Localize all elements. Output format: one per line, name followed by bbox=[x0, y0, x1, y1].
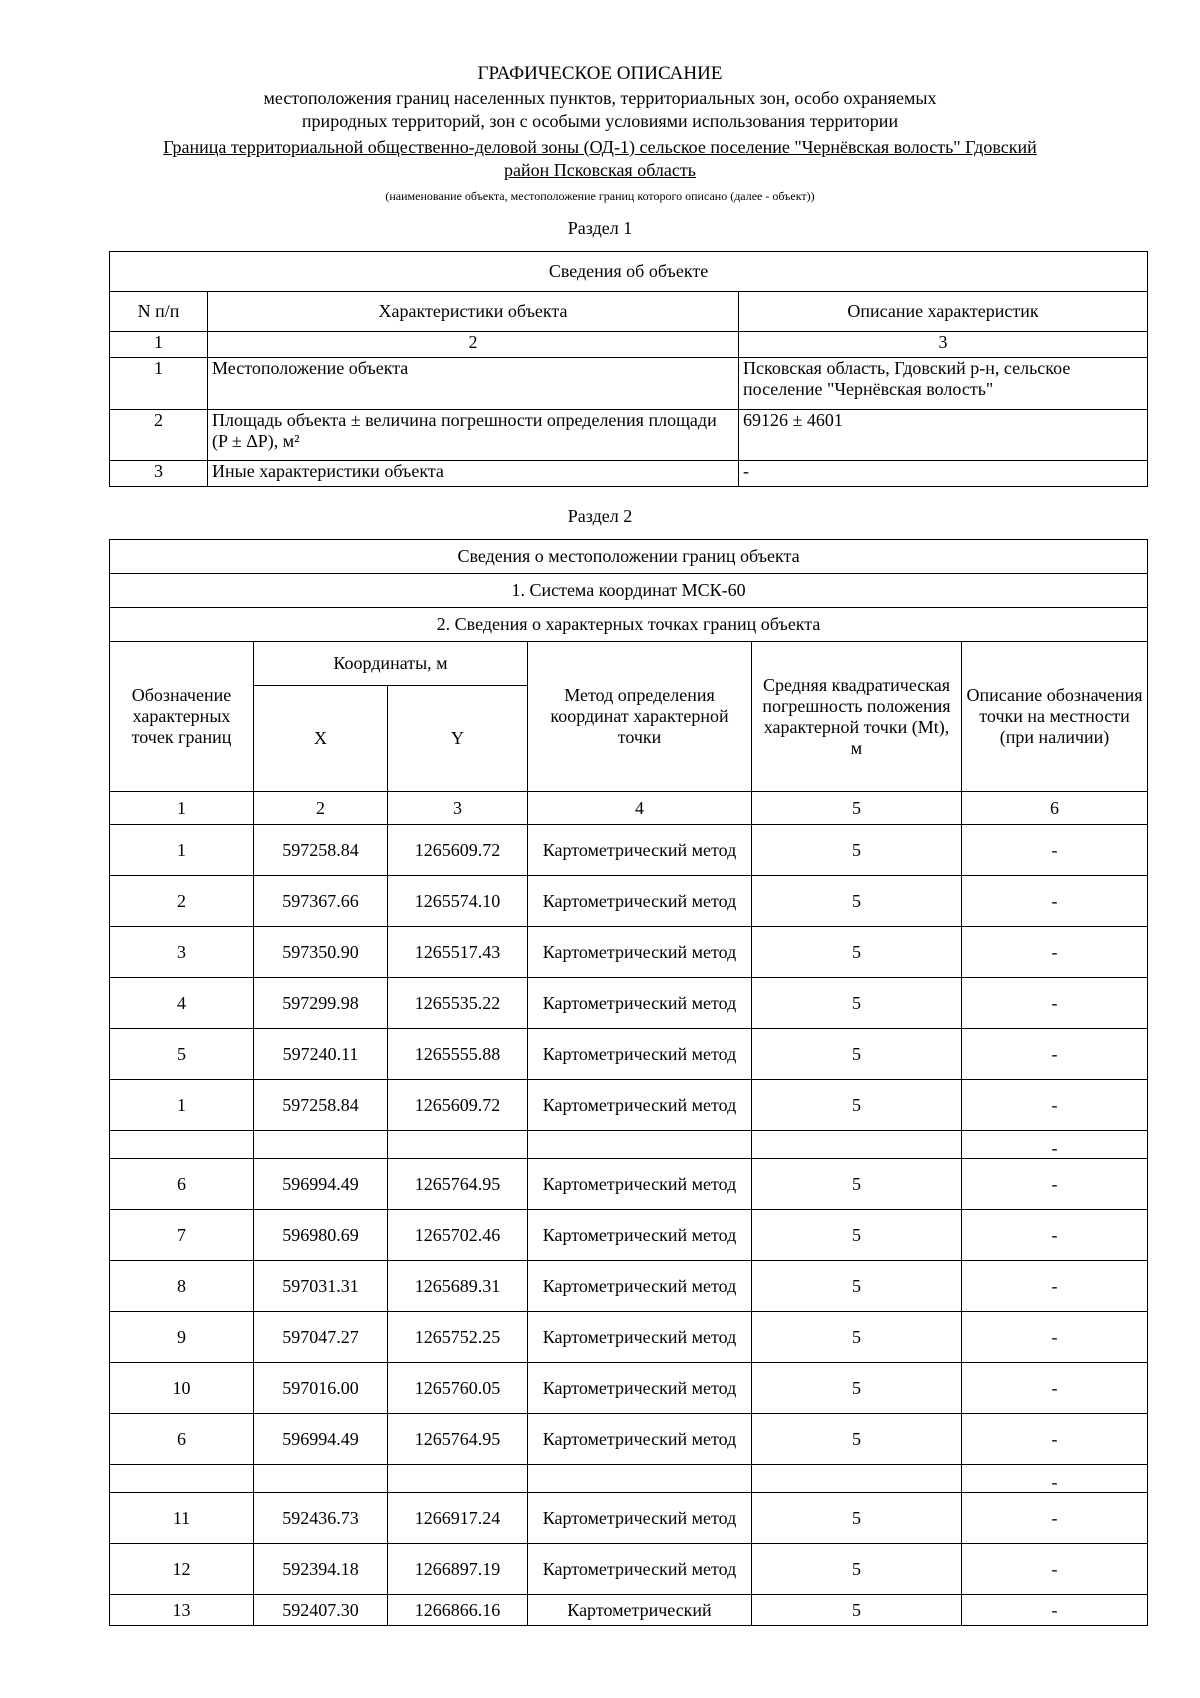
col-number-5: 5 bbox=[752, 792, 962, 825]
header-mt: Средняя квадратическая погрешность положения характерной точки (Mt), м bbox=[752, 642, 962, 792]
point-id: 11 bbox=[110, 1493, 254, 1544]
mt-value: 5 bbox=[752, 1261, 962, 1312]
coord-y: 1265574.10 bbox=[388, 876, 528, 927]
point-id: 1 bbox=[110, 825, 254, 876]
boundary-points-table bbox=[109, 539, 1148, 1626]
mt-value: 5 bbox=[752, 1312, 962, 1363]
method: Картометрический метод bbox=[528, 876, 752, 927]
coord-x: 596994.49 bbox=[254, 1414, 388, 1465]
col-number-1: 1 bbox=[110, 792, 254, 825]
object-name-note: (наименование объекта, местоположение границ которого описано (далее - объект)) bbox=[385, 189, 815, 203]
table-row bbox=[110, 1363, 1148, 1414]
col-number-2: 2 bbox=[208, 332, 739, 358]
method: Картометрический метод bbox=[528, 1159, 752, 1210]
col-number-3: 3 bbox=[739, 332, 1148, 358]
method: Картометрический метод bbox=[528, 1544, 752, 1595]
object-info-title: Сведения об объекте bbox=[110, 252, 1148, 292]
col-number-1: 1 bbox=[110, 332, 208, 358]
coord-x: 597350.90 bbox=[254, 927, 388, 978]
mt-value: 5 bbox=[752, 1080, 962, 1131]
point-description: - bbox=[962, 1312, 1148, 1363]
coord-x: 597031.31 bbox=[254, 1261, 388, 1312]
boundary-table-title: Сведения о местоположении границ объекта bbox=[110, 540, 1148, 574]
coordinate-system: 1. Система координат МСК-60 bbox=[110, 574, 1148, 608]
col-number-6: 6 bbox=[962, 792, 1148, 825]
mt-value: 5 bbox=[752, 1544, 962, 1595]
coord-y: 1265702.46 bbox=[388, 1210, 528, 1261]
object-name-line2: район Псковская область bbox=[504, 160, 696, 180]
coord-y: 1266917.24 bbox=[388, 1493, 528, 1544]
point-id: 7 bbox=[110, 1210, 254, 1261]
header-coordinates: Координаты, м bbox=[254, 642, 528, 686]
coord-x: 592436.73 bbox=[254, 1493, 388, 1544]
method: Картометрический метод bbox=[528, 1080, 752, 1131]
coord-x: 596980.69 bbox=[254, 1210, 388, 1261]
col-number-4: 4 bbox=[528, 792, 752, 825]
table-row bbox=[110, 410, 1148, 461]
method: Картометрический метод bbox=[528, 1363, 752, 1414]
coord-y: 1265764.95 bbox=[388, 1414, 528, 1465]
section2-label: Раздел 2 bbox=[567, 506, 633, 526]
header-number: N п/п bbox=[110, 292, 208, 332]
coord-x: 597299.98 bbox=[254, 978, 388, 1029]
point-description: - bbox=[962, 1029, 1148, 1080]
coord-x: 597047.27 bbox=[254, 1312, 388, 1363]
point-description: - bbox=[962, 1544, 1148, 1595]
mt-value: 5 bbox=[752, 978, 962, 1029]
coord-x: 597367.66 bbox=[254, 876, 388, 927]
object-name-line2-wrap bbox=[0, 160, 1200, 181]
section1-label: Раздел 1 bbox=[567, 218, 633, 238]
coord-y: 1265555.88 bbox=[388, 1029, 528, 1080]
row-number: 2 bbox=[110, 410, 208, 461]
header-y: Y bbox=[388, 686, 528, 792]
mt-value: 5 bbox=[752, 1159, 962, 1210]
method: Картометрический метод bbox=[528, 1261, 752, 1312]
coord-x bbox=[254, 1465, 388, 1493]
method: Картометрический метод bbox=[528, 927, 752, 978]
object-name-line1: Граница территориальной общественно-деловой зоны (ОД-1) сельское поселение "Чернёвская волость" Гдовский bbox=[163, 137, 1037, 157]
method: Картометрический метод bbox=[528, 1312, 752, 1363]
point-description: - bbox=[962, 876, 1148, 927]
method: Картометрический метод bbox=[528, 825, 752, 876]
table-row bbox=[110, 461, 1148, 487]
point-id bbox=[110, 1131, 254, 1159]
row-description: Псковская область, Гдовский р-н, сельское поселение "Чернёвская волость" bbox=[739, 358, 1148, 410]
point-description: - bbox=[962, 825, 1148, 876]
method: Картометрический метод bbox=[528, 1029, 752, 1080]
method: Картометрический bbox=[528, 1595, 752, 1626]
table-row bbox=[110, 876, 1148, 927]
point-id bbox=[110, 1465, 254, 1493]
coord-y: 1265609.72 bbox=[388, 1080, 528, 1131]
table-row-separator bbox=[110, 1131, 1148, 1159]
mt-value: 5 bbox=[752, 1363, 962, 1414]
point-id: 9 bbox=[110, 1312, 254, 1363]
mt-value: 5 bbox=[752, 876, 962, 927]
point-id: 13 bbox=[110, 1595, 254, 1626]
coord-y bbox=[388, 1465, 528, 1493]
table-row bbox=[110, 1210, 1148, 1261]
header-point-description: Описание обозначения точки на местности (при наличии) bbox=[962, 642, 1148, 792]
row-description: 69126 ± 4601 bbox=[739, 410, 1148, 461]
object-info-table bbox=[109, 251, 1148, 487]
point-description: - bbox=[962, 1210, 1148, 1261]
coord-y: 1266897.19 bbox=[388, 1544, 528, 1595]
point-id: 10 bbox=[110, 1363, 254, 1414]
header-method: Метод определения координат характерной точки bbox=[528, 642, 752, 792]
header-point: Обозначение характерных точек границ bbox=[110, 642, 254, 792]
point-id: 1 bbox=[110, 1080, 254, 1131]
row-characteristic: Площадь объекта ± величина погрешности определения площади (P ± ΔP), м² bbox=[208, 410, 739, 461]
method bbox=[528, 1131, 752, 1159]
mt-value bbox=[752, 1465, 962, 1493]
point-description: - bbox=[962, 978, 1148, 1029]
mt-value: 5 bbox=[752, 1493, 962, 1544]
col-number-2: 2 bbox=[254, 792, 388, 825]
mt-value: 5 bbox=[752, 1414, 962, 1465]
coord-y: 1265609.72 bbox=[388, 825, 528, 876]
point-description: - bbox=[962, 1131, 1148, 1159]
col-number-3: 3 bbox=[388, 792, 528, 825]
row-description: - bbox=[739, 461, 1148, 487]
row-number: 1 bbox=[110, 358, 208, 410]
point-description: - bbox=[962, 1261, 1148, 1312]
table-row bbox=[110, 1261, 1148, 1312]
point-id: 8 bbox=[110, 1261, 254, 1312]
point-id: 12 bbox=[110, 1544, 254, 1595]
table-row bbox=[110, 1544, 1148, 1595]
method: Картометрический метод bbox=[528, 1414, 752, 1465]
coord-x: 597240.11 bbox=[254, 1029, 388, 1080]
table-row bbox=[110, 1493, 1148, 1544]
mt-value: 5 bbox=[752, 927, 962, 978]
point-description: - bbox=[962, 1159, 1148, 1210]
table-row bbox=[110, 1159, 1148, 1210]
point-id: 5 bbox=[110, 1029, 254, 1080]
coord-y: 1265752.25 bbox=[388, 1312, 528, 1363]
point-id: 2 bbox=[110, 876, 254, 927]
point-description: - bbox=[962, 1363, 1148, 1414]
coord-x: 597258.84 bbox=[254, 825, 388, 876]
coord-y: 1266866.16 bbox=[388, 1595, 528, 1626]
coord-y: 1265535.22 bbox=[388, 978, 528, 1029]
mt-value: 5 bbox=[752, 1210, 962, 1261]
mt-value: 5 bbox=[752, 1595, 962, 1626]
table-row bbox=[110, 1029, 1148, 1080]
document-subtitle-line1: местоположения границ населенных пунктов, территориальных зон, особо охраняемых bbox=[263, 88, 937, 108]
coord-y: 1265689.31 bbox=[388, 1261, 528, 1312]
method: Картометрический метод bbox=[528, 1210, 752, 1261]
coord-y: 1265517.43 bbox=[388, 927, 528, 978]
method: Картометрический метод bbox=[528, 1493, 752, 1544]
point-id: 3 bbox=[110, 927, 254, 978]
table-row bbox=[110, 927, 1148, 978]
coord-x: 592394.18 bbox=[254, 1544, 388, 1595]
coord-x bbox=[254, 1131, 388, 1159]
point-id: 4 bbox=[110, 978, 254, 1029]
point-description: - bbox=[962, 1080, 1148, 1131]
point-description: - bbox=[962, 1465, 1148, 1493]
coord-y bbox=[388, 1131, 528, 1159]
coord-y: 1265760.05 bbox=[388, 1363, 528, 1414]
point-description: - bbox=[962, 1414, 1148, 1465]
table-row bbox=[110, 1312, 1148, 1363]
coord-x: 597258.84 bbox=[254, 1080, 388, 1131]
table-row bbox=[110, 825, 1148, 876]
mt-value: 5 bbox=[752, 825, 962, 876]
document-title: ГРАФИЧЕСКОЕ ОПИСАНИЕ bbox=[477, 63, 723, 84]
table-row bbox=[110, 978, 1148, 1029]
object-name-line1-wrap bbox=[0, 137, 1200, 158]
mt-value bbox=[752, 1131, 962, 1159]
table-row bbox=[110, 358, 1148, 410]
row-characteristic: Местоположение объекта bbox=[208, 358, 739, 410]
point-description: - bbox=[962, 1493, 1148, 1544]
table-row-separator bbox=[110, 1465, 1148, 1493]
method bbox=[528, 1465, 752, 1493]
header-characteristics: Характеристики объекта bbox=[208, 292, 739, 332]
points-body bbox=[110, 825, 1148, 1626]
table-row bbox=[110, 1414, 1148, 1465]
header-x: X bbox=[254, 686, 388, 792]
row-number: 3 bbox=[110, 461, 208, 487]
table-row bbox=[110, 1595, 1148, 1626]
coord-y: 1265764.95 bbox=[388, 1159, 528, 1210]
coord-x: 592407.30 bbox=[254, 1595, 388, 1626]
coord-x: 597016.00 bbox=[254, 1363, 388, 1414]
point-id: 6 bbox=[110, 1159, 254, 1210]
point-description: - bbox=[962, 927, 1148, 978]
table-row bbox=[110, 1080, 1148, 1131]
document-subtitle-line2: природных территорий, зон с особыми условиями использования территории bbox=[301, 111, 899, 131]
point-id: 6 bbox=[110, 1414, 254, 1465]
points-title: 2. Сведения о характерных точках границ объекта bbox=[110, 608, 1148, 642]
coord-x: 596994.49 bbox=[254, 1159, 388, 1210]
point-description: - bbox=[962, 1595, 1148, 1626]
mt-value: 5 bbox=[752, 1029, 962, 1080]
row-characteristic: Иные характеристики объекта bbox=[208, 461, 739, 487]
method: Картометрический метод bbox=[528, 978, 752, 1029]
header-description: Описание характеристик bbox=[739, 292, 1148, 332]
